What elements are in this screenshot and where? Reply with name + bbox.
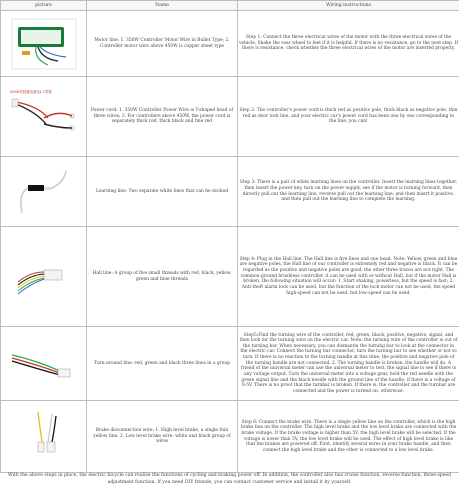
learning-wire-image [8, 163, 80, 221]
row-name: Brake disconnection wire: 1. High level brake, a single thin yellow line. 2. Low level brake wire: white and black group of wires [87, 401, 238, 473]
table-row [1, 11, 459, 77]
header-row [1, 1, 459, 11]
row-instruction: Step 3: There is a pair of white learning lines on the controller. Insert the learning lines together, then insert the power key, turn on the power supply, see if the motor is turning forward, then directly pull out the learning line, reverse pull out the learning line, and then insert it positive, and then pull out the learning line to complete the learning. [238, 157, 459, 227]
row-instruction: Step 6: Connect the brake wire. There is a single yellow line on the controller, which is the high brake line on the controller. The high level brake and the low level brake are connected with the brake voltage. If the brake voltage is higher than 5V, the high level brake will be selected. If the voltage is lower than 5V, the low level brake will be used. The effect of high level brake is like that the brakes are powered off. First, identify several wires in your brake handle, and then connect the high level brake and the other is connected to a low level brake. [238, 401, 459, 473]
table-row [1, 327, 459, 401]
row-name: Hall line: A group of five small threads with red, black, yellow, green and blue threads [87, 227, 238, 327]
header-picture: picture [1, 1, 87, 11]
table-row [1, 157, 459, 227]
table-row [1, 77, 459, 157]
turn-line-photo [8, 335, 80, 393]
row-instruction: Step 1: Connect the three electrical wires of the motor with the three electrical wires of the vehicle. Shake the rear wheel to feel if it is helpful. If there is no resistance, go to the next step. If there is resistance, check whether the three electrical wires of the motor are inserted properly. [238, 11, 459, 77]
row-name: Learning line: Two separate white lines that can be docked [87, 157, 238, 227]
motor-line-photo [8, 15, 80, 73]
turn-wire-image [8, 335, 80, 393]
row-name: Turn-around line: red, green and black three lines in a group [87, 327, 238, 401]
row-name: Power cord: 1. 350W Controller Power Wire is T-shaped head of three wires; 2. For controllers above 450W, the power cord is separately thick red, thick black and fine red [87, 77, 238, 157]
power-cord-photo [8, 88, 80, 146]
footer-note: With the above steps in place, the electric bicycle can realize the functions of cycling and braking power off. In addition, the controller also has cruise function, reverse function, three-speed adjustment function. If you need DIY friends, you can contact customer service and install it by yourself. [7, 473, 452, 485]
brake-line-photo [8, 408, 80, 466]
row-instruction: Step 2: The controller's power cord is thick red as positive pole, thick black as negative pole, thin red as door lock line, and your electric car's power cord has been one by one corresponding to the line, you can! [238, 77, 459, 157]
power-cord-image [8, 88, 80, 146]
photo-tag: 350W控制器电源线1.T型插 [9, 89, 52, 94]
row-name: Motor line: 1. 350W Controller Motor Wire in Bullet Type; 2. Controller motor wire above 450W is copper sheet type [87, 11, 238, 77]
motor-wire-image [8, 15, 80, 73]
header-name: Name [87, 1, 238, 11]
learning-line-photo [8, 163, 80, 221]
hall-line-photo [8, 248, 80, 306]
row-instruction: Step 4: Plug in the Hall line. The Hall line is five lines and one head. Note: Yellow, green and blue are negative poles, the Hall line of our controller is extremely red and negative is black. It can be regarded as the positive and negative poles are good, the other three traces are not right. The common-ground brushless controller, it can be used with or without Hall, but if the motor Hall is broken, the following situation will occur: 1. Start shaking, powerless, but the speed is fast; 2. Anti-theft alarm lock can be used, but the function of the lock motor can not be used, the speed high-speed can not be used, but low-speed can be used. [238, 227, 459, 327]
brake-wire-image [8, 408, 80, 466]
table-row [1, 227, 459, 327]
header-instructions: Wiring instructions [238, 1, 459, 11]
table-row [1, 401, 459, 473]
row-instruction: Step5:Find the turning wire of the controller, red, green, black, positive, negative, signal, and then look for the turning wire on the electric car. Note: the turning wire of the controller is out of the turning bar. When necessary, you can dismantle the turning bar to look at the connector in the electric car. Connect the turning bar connector, turn the turning bar to see whether or not to turn. If there is no reaction to the turning handle at this time, the positive and negative pole of the turning handle are not connected. 2. The turning handle is broken, the handle will do. A friend of the universal meter can use the universal meter to test, the signal line to see if there is any voltage output. Turn the universal meter into a voltage gear, hold the red needle with the green signal line and the black needle with the ground line of the handle, if there is a voltage of 0-5V. There is no proof that the turnbar is broken. If there is, the controller and the turnbar are connected and the power is turned on, otherwise. [238, 327, 459, 401]
hall-wire-image [8, 248, 80, 306]
